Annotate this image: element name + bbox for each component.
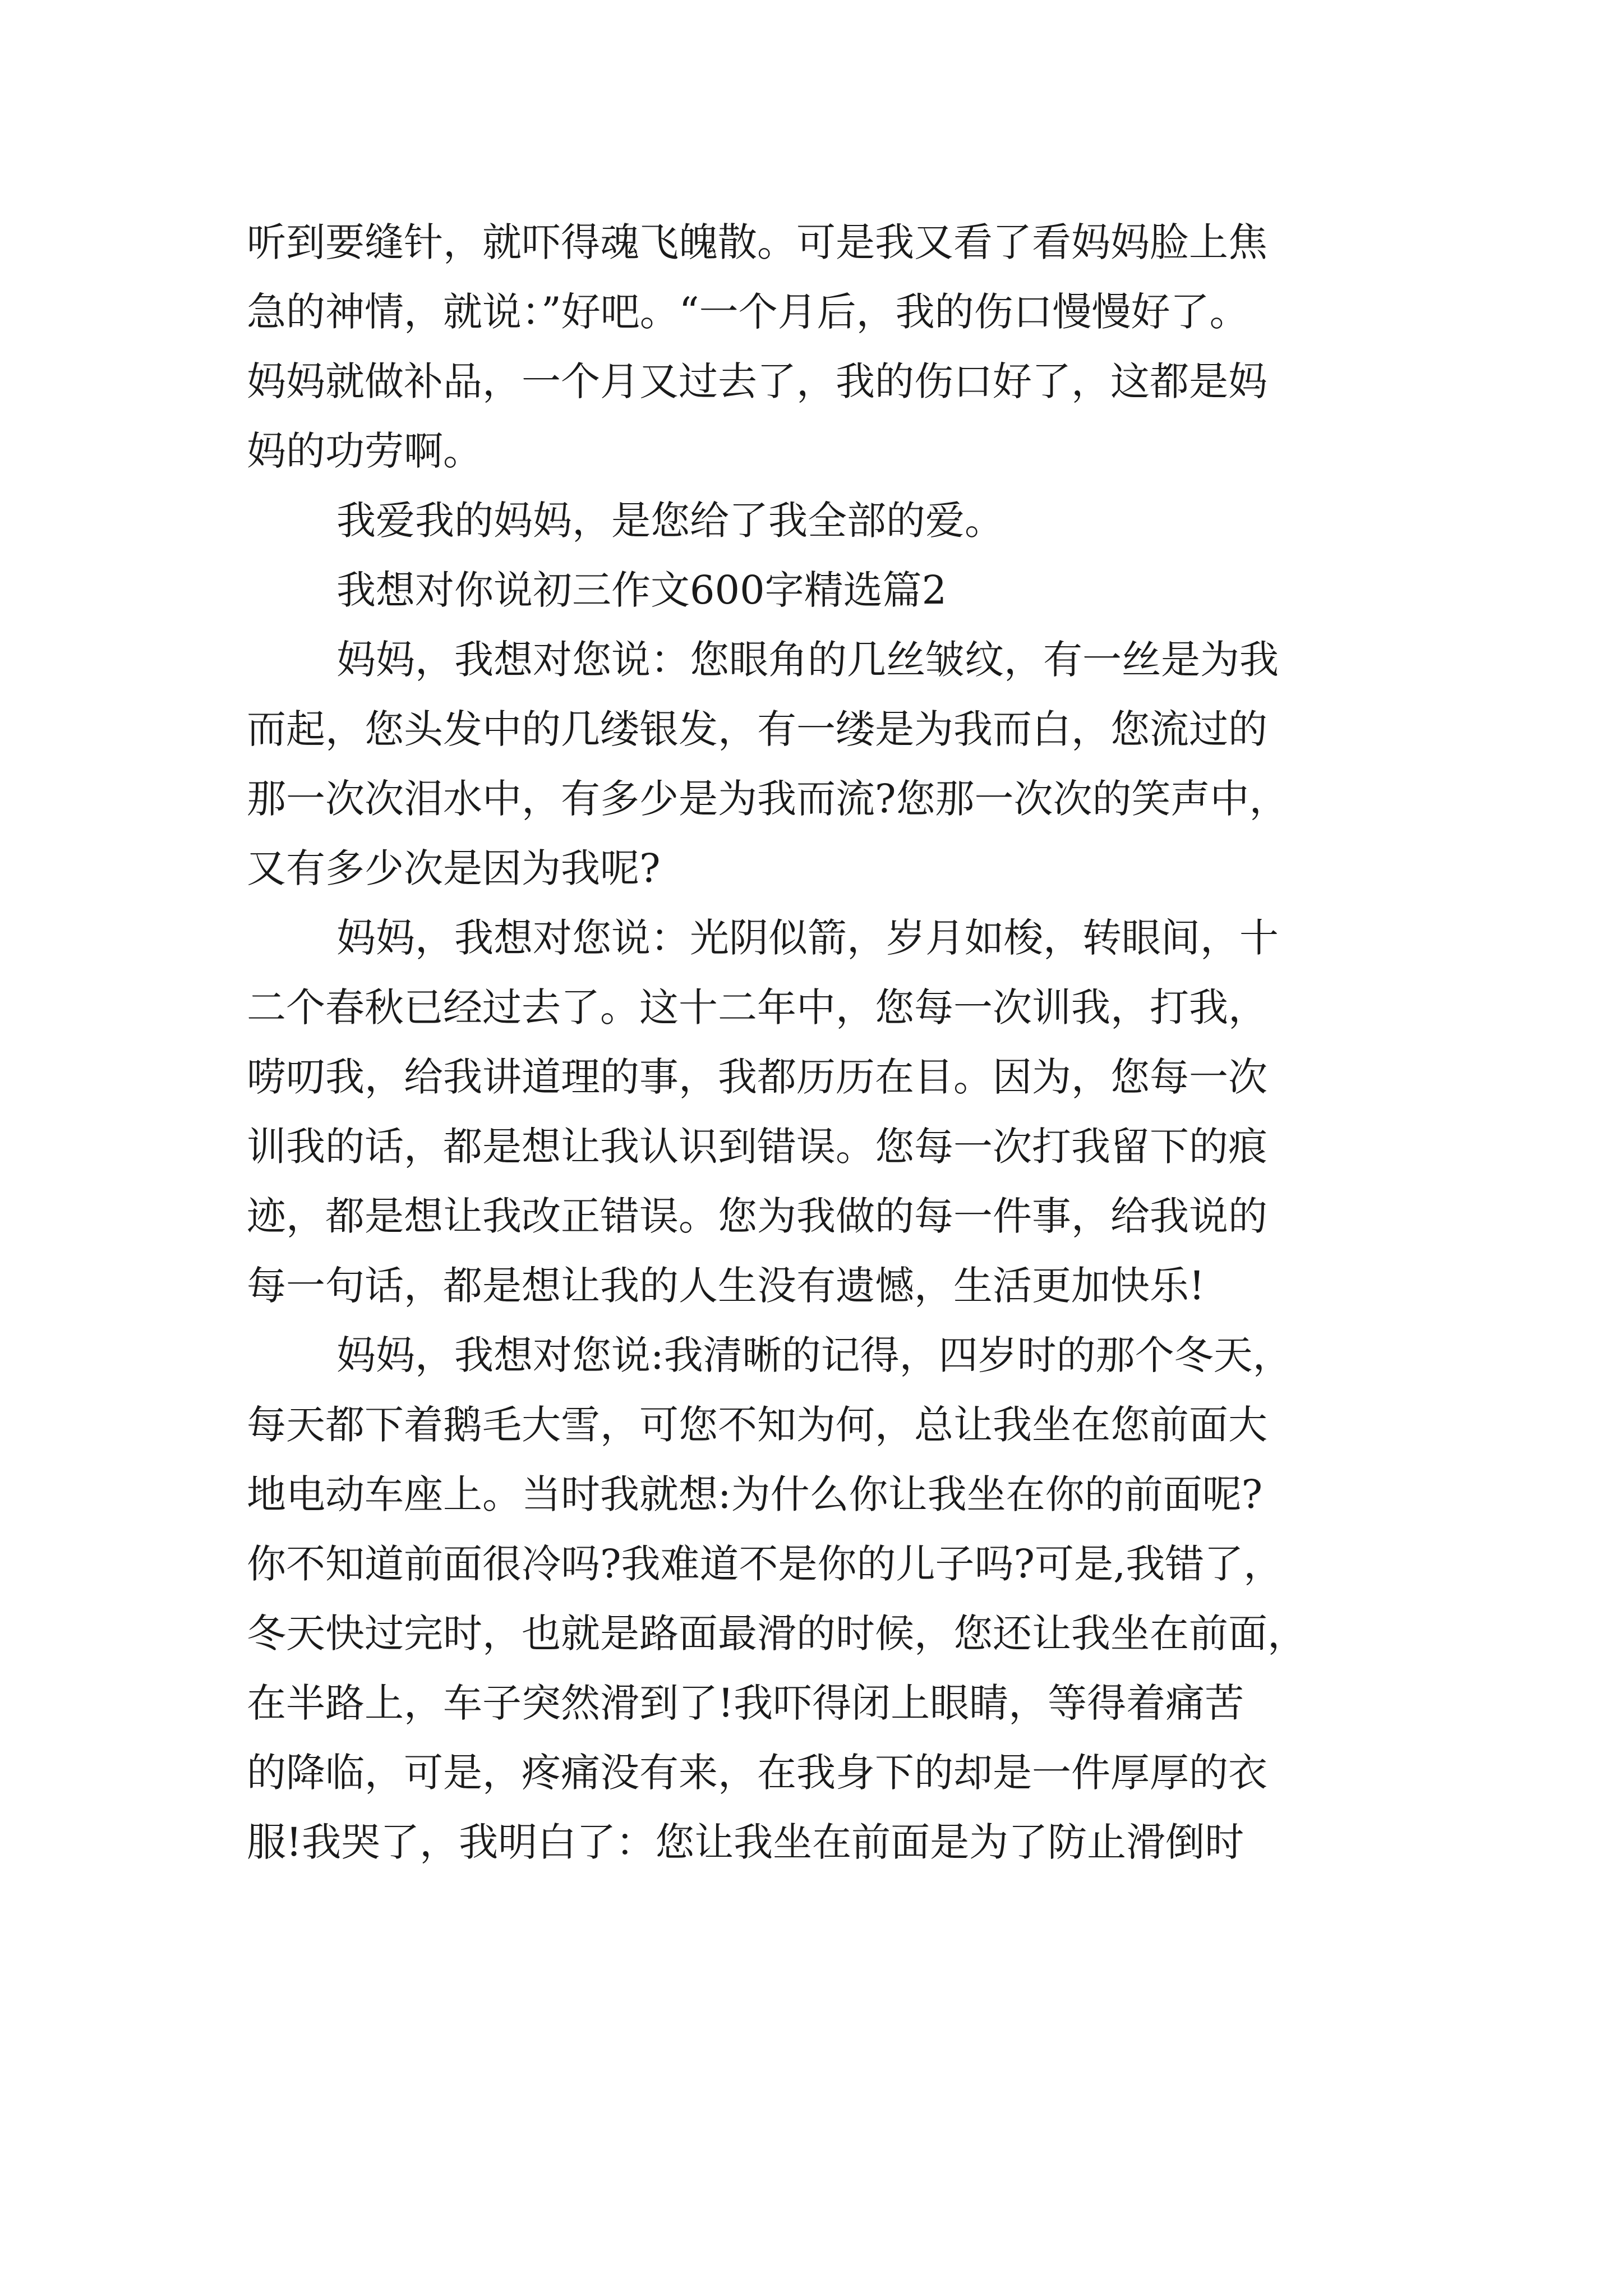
text-line: 的降临，可是，疼痛没有来，在我身下的却是一件厚厚的衣: [247, 1750, 1267, 1796]
text-line: 急的神情，就说：”好吧。“一个月后，我的伤口慢慢好了。: [247, 289, 1249, 335]
text-line: 地电动车座上。当时我就想:为什么你让我坐在你的前面呢?: [247, 1471, 1263, 1517]
section-heading: 我想对你说初三作文600字精选篇2: [336, 567, 947, 613]
text-line: 妈妈，我想对您说：光阴似箭，岁月如梭，转眼间，十: [336, 915, 1279, 961]
text-line: 听到要缝针，就吓得魂飞魄散。可是我又看了看妈妈脸上焦: [247, 219, 1267, 265]
text-line: 冬天快过完时，也就是路面最滑的时候，您还让我坐在前面，: [247, 1611, 1307, 1657]
text-line: 我爱我的妈妈，是您给了我全部的爱。: [336, 498, 1004, 544]
text-line: 服!我哭了，我明白了：您让我坐在前面是为了防止滑倒时: [247, 1819, 1244, 1865]
text-line: 训我的话，都是想让我认识到错误。您每一次打我留下的痕: [247, 1124, 1267, 1170]
text-line: 又有多少次是因为我呢?: [247, 845, 661, 891]
text-line: 每一句话，都是想让我的人生没有遗憾，生活更加快乐!: [247, 1263, 1205, 1309]
document-body: [247, 208, 1385, 1877]
text-line: 妈妈就做补品，一个月又过去了，我的伤口好了，这都是妈: [247, 358, 1267, 404]
text-line: 而起，您头发中的几缕银发，有一缕是为我而白，您流过的: [247, 706, 1267, 752]
text-line: 二个春秋已经过去了。这十二年中，您每一次训我，打我，: [247, 984, 1267, 1030]
text-line: 在半路上，车子突然滑到了!我吓得闭上眼睛，等得着痛苦: [247, 1680, 1244, 1726]
text-line: 每天都下着鹅毛大雪，可您不知为何，总让我坐在您前面大: [247, 1402, 1267, 1448]
text-line: 妈妈，我想对您说:我清晰的记得，四岁时的那个冬天，: [336, 1332, 1292, 1378]
text-line: 你不知道前面很冷吗?我难道不是你的儿子吗?可是,我错了，: [247, 1541, 1283, 1587]
text-line: 妈的功劳啊。: [247, 428, 482, 474]
text-line: 那一次次泪水中，有多少是为我而流?您那一次次的笑声中，: [247, 776, 1289, 822]
text-line: 唠叨我，给我讲道理的事，我都历历在目。因为，您每一次: [247, 1054, 1267, 1100]
text-line: 妈妈，我想对您说：您眼角的几丝皱纹，有一丝是为我: [336, 637, 1279, 683]
text-line: 迹，都是想让我改正错误。您为我做的每一件事，给我说的: [247, 1193, 1267, 1239]
